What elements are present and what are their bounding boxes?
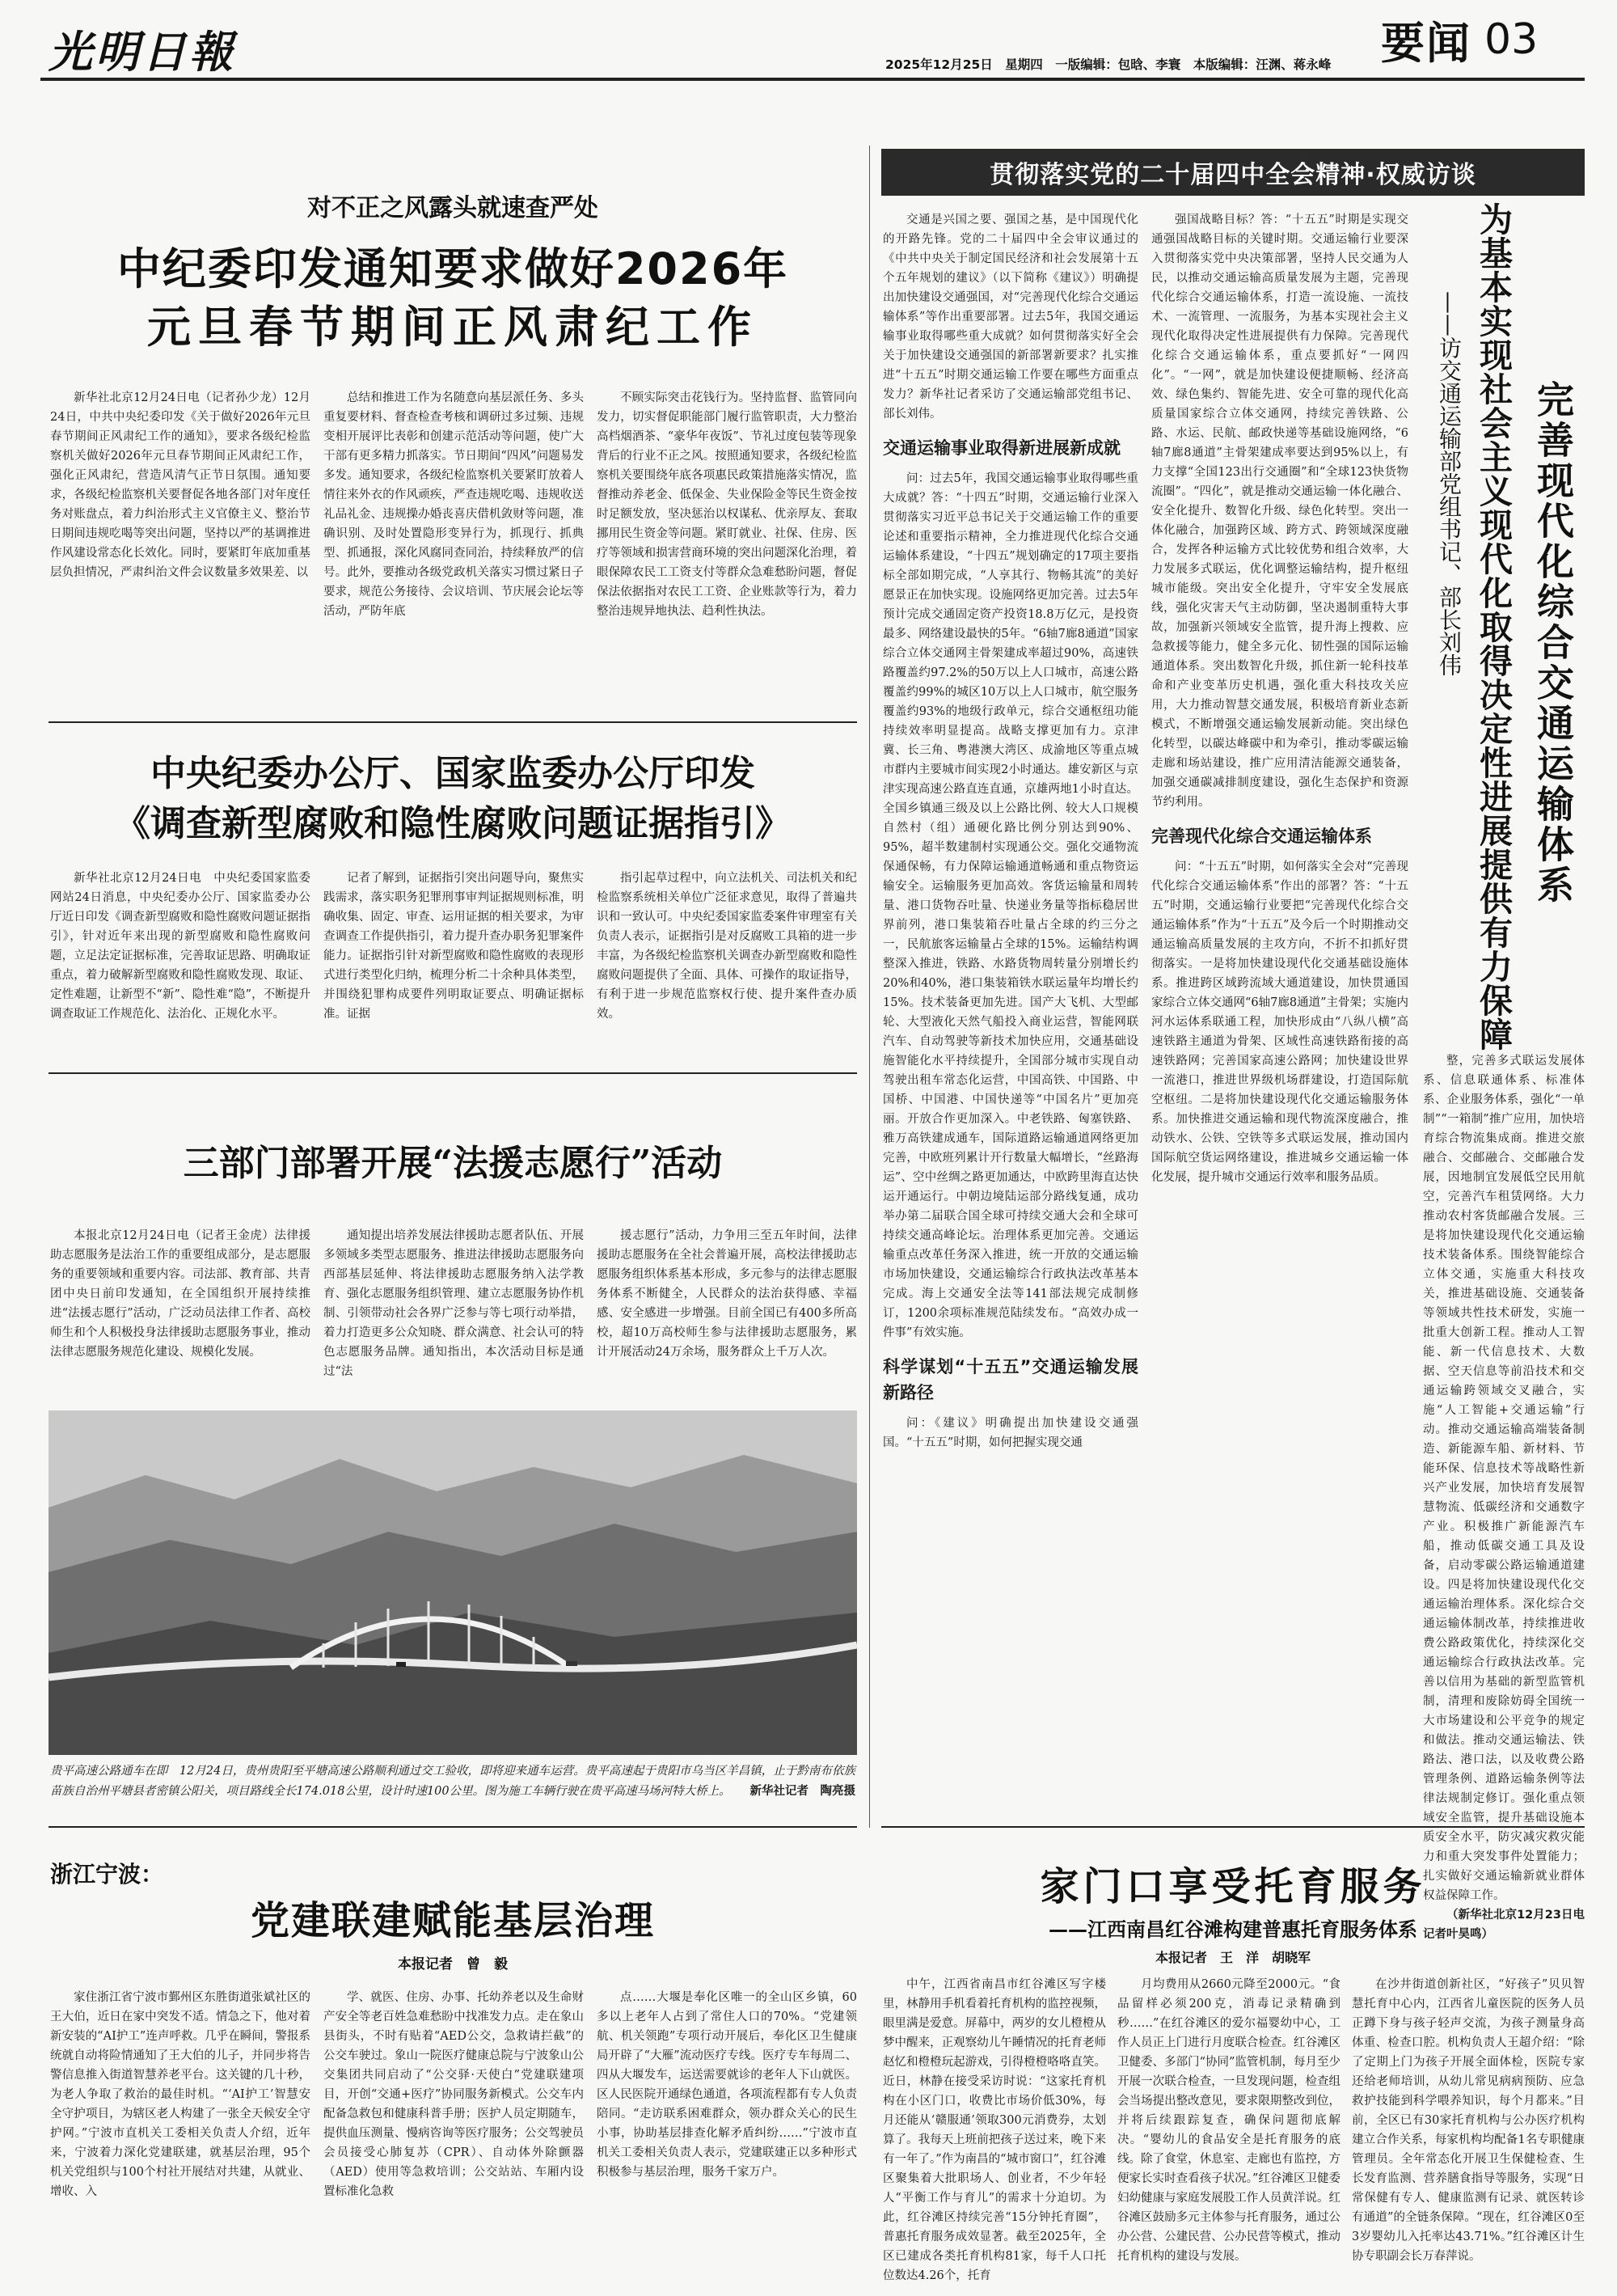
a1-kicker: 对不正之风露头就速查严处 — [307, 194, 598, 222]
b2-col2 — [1117, 1975, 1340, 2282]
b2-col2-text: 月均费用从2660元降至2000元。“食品留样必须200克，消毒记录精确到秒……”在红谷滩区的爱尔福婴幼中心，工作人员正上门进行月度联合检查。红谷滩区卫健委、多部门“协同”监管机制，每月至少开展一次联合检查，一旦发现问题，检查组会当场提出整改意见，要求限期整改到位，并将后续跟踪复查，确保问题彻底解决。“婴幼儿的食品安全是托育服务的底线。除了食堂，休息室、走廊也有监控，方便家长实时查看孩子状况。”红谷滩区卫健委妇幼健康与家庭发展股工作人员黄洋说。红谷滩区鼓励多元主体参与托育服务，通过公办公营、公建民营、公办民营等模式，推动托育机构的建设与发展。 — [1117, 1978, 1340, 2263]
b1-col1-end: 问：《建议》明确提出加快建设交通强国。“十五五”时期，如何把握实现交通 — [883, 1417, 1138, 1449]
a3-title: 三部门部署开展“法援志愿行”活动 — [183, 1143, 723, 1184]
b1-banner — [881, 149, 1585, 196]
a1-col3 — [597, 388, 857, 696]
a1-col1-text: 新华社北京12月24日电（记者孙少龙）12月24日，中共中央纪委印发《关于做好2026年元旦春节期间正风肃纪工作的通知》，要求各级纪检监察机关做好2026年元旦春节期间正风肃纪工作，强化正风肃纪，营造风清气正节日氛围。通知要求，各级纪检监察机关要督促各地各部门对年度任务对账盘点，着力纠治形式主义官僚主义、整治节日期间违规吃喝等突出问题，坚持以严的基调推进作风建设常态化长效化。同时，要紧盯年底加重基层负担情况，严肃纠治文件会议数量多效果差、以 — [50, 391, 310, 579]
a2-title-line2: 《调查新型腐败和隐性腐败问题证据指引》 — [115, 803, 791, 844]
a4-col3-text: 点……大堰是奉化区唯一的全山区乡镇，60多以上老年人占到了常住人口的70%。“党建领航、机关领跑”专项行动开展后，奉化区卫生健康局开辟了“大雁”流动医疗专线。医疗专车每周二、四从大堰发车，运送需要就诊的老年人下山就医。区人民医院开通绿色通道，各项流程都有专人负责陪同。“走访联系困难群众，领办群众关心的民生小事，协助基层排查化解矛盾纠纷……”宁波市直机关工委相关负责人表示，党建联建正以多种形式积极参与基层治理，服务千家万户。 — [597, 1991, 857, 2179]
section-tab — [1381, 6, 1607, 73]
masthead-rule — [40, 78, 1585, 81]
a1-title-line2: 元旦春节期间正风肃纪工作 — [147, 302, 758, 353]
a1-col2-text: 总结和推进工作为名随意向基层派任务、多头重复要材料、督查检查考核和调研过多过频、违规变相开展评比表彰和创建示范活动等问题，使广大干部有更多精力抓落实。节日期间“四风”问题易发多发。通知要求，各级纪检监察机关要紧盯放着人情往来外衣的作风顽疾，严查违规吃喝、违规收送礼品礼金、违规操办婚丧喜庆借机敛财等问题，准确识别、及时处置隐形变异行为，抓现行、抓典型、抓通报，深化风腐同查同治，持续释放严的信号。此外，要推动各级党政机关落实习惯过紧日子要求，规范公务接待、会议培训、节庆展会论坛等活动，严防年底 — [323, 391, 584, 618]
a4-col2-text: 学、就医、住房、办事、托幼养老以及生命财产安全等老百姓急难愁盼中找准发力点。走在象山县街头，不时有贴着“AED公交，急救请拦截”的公交车驶过。象山一院医疗健康总院与宁波象山公交集团共同启动了“公交驿·天使白”党建联建项目，开创“交通+医疗”协同服务新模式。公交车内配备急救包和健康科普手册；医护人员定期随车，提供血压测量、慢病咨询等医疗服务；公交驾驶员会员接受心肺复苏（CPR）、自动体外除颤器（AED）使用等急救培训；公交站站、车厢内设置标准化急救 — [323, 1991, 584, 2198]
b1-subhead-3: 完善现代化综合交通运输体系 — [1151, 827, 1372, 846]
b1-col3 — [1423, 1051, 1597, 1941]
b2-subtitle: ——江西南昌红谷滩构建普惠托育服务体系 — [1049, 1918, 1417, 1941]
a1-col1 — [50, 388, 310, 696]
b1-col3-credit: （新华社北京12月23日电 记者叶昊鸣） — [1423, 1909, 1597, 1941]
b2-col1 — [883, 1975, 1106, 2282]
b1-sub-vertical: ——访交通运输部党组书记、部长刘伟 — [1436, 291, 1463, 676]
a4-col3 — [597, 1988, 857, 2281]
a3-col3-text: 援志愿行”活动，力争用三至五年时间，法律援助志愿服务在全社会普遍开展，高校法律援助志愿服务组织体系基本形成，多元参与的法律志愿服务体系不断健全，人民群众的法治获得感、幸福感、安全感进一步增强。目前全国已有400多所高校，超10万高校师生参与法律援助志愿服务，累计开展活动24万余场，服务群众上千万人次。 — [597, 1229, 857, 1359]
b1-col1-qa: 问：过去5年，我国交通运输事业取得哪些重大成就？答：“十四五”时期，交通运输行业深入贯彻落实习近平总书记关于交通运输工作的重要论述和重要指示精神，全力推进现代化综合交通运输体系建设，“十四五”规划确定的17项主要指标全部如期完成，“人享其行、物畅其流”的美好愿景正在加快实现。设施网络更加完善。过去5年预计完成交通固定资产投资18.8万亿元，是投资最多、网络建设最快的5年。“6轴7廊8通道”国家综合立体交通网主骨架建成率超过90%，高速铁路覆盖约97.2%的50万以上人口城市，高速公路覆盖约99%的城区10万以上人口城市，航空服务覆盖约93%的地级行政单元，综合交通枢纽功能持续效率明显提高。战略支撑更加有力。京津冀、长三角、粤港澳大湾区、成渝地区等重点城市群内主要城市间实现2小时通达。雄安新区与京津实现高速公路直连直通，京雄两地1小时直达。全国乡镇通三级及以上公路比例、较大人口规模自然村（组）通硬化路比例分别达到90%、95%，超半数建制村实现通公交。强化交通物流保通保畅，有力保障运输通道畅通和重点物资运输安全。运输服务更加高效。客货运输量和周转量、港口货物吞吐量、快递业务量等指标稳居世界前列，港口集装箱吞吐量占全球的约三分之一，民航旅客运输量占全球的15%。运输结构调整深入推进，铁路、水路货物周转量分别增长约20%和40%，港口集装箱铁水联运量年均增长约15%。技术装备更加先进。国产大飞机、大型邮轮、大型液化天然气船投入商业运营，智能网联汽车、自动驾驶等新技术加快应用，交通基础设施智能化水平持续提升，全国部分城市实现自动驾驶出租车常态化运营，中国高铁、中国路、中国桥、中国港、中国快递等“中国名片”更加亮丽。开放合作更加深入。中老铁路、匈塞铁路、雅万高铁建成通车，国际道路运输通道网络更加完善，中欧班列累计开行数量大幅增长，“丝路海运”、空中丝绸之路更加通达，中欧跨里海直达快运开通运行。中朝边境陆运部分路线复通，成功举办第二届联合国全球可持续交通大会和全球可持续交通高峰论坛。治理体系更加完善。交通运输重点改革任务深入推进，统一开放的交通运输市场加快建设，交通运输综合行政执法改革基本完成。海上交通安全法等141部法规完成制修订，1200余项标准规范陆续发布。“高效办成一件事”有效实施。 — [883, 472, 1138, 1339]
b1-title-vertical-b: 为基本实现社会主义现代化取得决定性进展提供有力保障 — [1474, 202, 1513, 1051]
b1-col3-text: 整，完善多式联运发展体系、信息联通体系、标准体系、企业服务体系，强化“一单制”“一箱制”推广应用，加快培育综合物流集成商。推进交旅融合、交邮融合、交邮融合发展，因地制宜发展低空民用航空，完善汽车租赁网络。大力推动农村客货邮融合发展。三是将加快建设现代化交通运输技术装备体系。围绕智能综合立体交通，实施重大科技攻关，推进基础设施、交通装备等领域共性技术研发，实施一批重大创新工程。推动人工智能、新一代信息技术、大数据、空天信息等前沿技术和交通运输跨领域交叉融合，实施“人工智能+交通运输”行动。推动交通运输高端装备制造、新能源车船、新材料、节能环保、信息技术等战略性新兴产业发展，加快培育发展智慧物流、低碳经济和交通数字产业。积极推广新能源汽车船，推动低碳交通工具及设备，启动零碳公路运输通道建设。四是将加快建设现代化交通运输治理体系。深化综合交通运输体制改革，持续推进收费公路政策优化，持续深化交通运输综合行政执法改革。完善以信用为基础的新型监管机制，清理和废除妨碍全国统一大市场建设和公平竞争的规定和做法。推动交通运输法、铁路法、港口法，以及收费公路管理条例、道路运输条例等法律法规制定修订。强化重点领域安全监管，提升基础设施本质安全水平，防灾减灾救灾能力和重大突发事件处置能力；扎实做好交通运输新就业群体权益保障工作。 — [1423, 1055, 1585, 1902]
a1-divider — [49, 721, 857, 723]
a2-col3-text: 指引起草过程中，向立法机关、司法机关和纪检监察系统相关单位广泛征求意见，取得了普遍共识和一致认可。中央纪委国家监委案件审理室有关负责人表示，证据指引是对反腐败工具箱的进一步丰富，为各级纪检监察机关调查办新型腐败和隐性腐败问题提供了全面、具体、可操作的取证指导，有利于进一步规范监察权行使、提升案件查办质效。 — [597, 872, 857, 1021]
a3-col2-text: 通知提出培养发展法律援助志愿者队伍、开展多领域多类型志愿服务、推进法律援助志愿服务向西部基层延伸、将法律援助志愿服务纳入法学教育、强化志愿服务组织管理、建立志愿服务协作机制、引领带动社会各界广泛参与等七项行动举措，着力打造更多公众知晓、群众满意、社会认可的特色志愿服务品牌。通知指出，本次活动目标是通过“法 — [323, 1229, 584, 1378]
date-line: 2025年12月25日 星期四 一版编辑：包晗、李寰 本版编辑：汪渊、蒋永峰 — [885, 57, 1332, 72]
a2-title-line1: 中央纪委办公厅、国家监委办公厅印发 — [150, 753, 755, 794]
a4-col1-text: 家住浙江省宁波市鄞州区东胜街道张斌社区的王大伯，近日在家中突发不适。情急之下，他对着新安装的“AI护工”连声呼救。几乎在瞬间，警报系统就自动将险情通知了王大伯的儿子，并同步将告警信息推入街道智慧养老平台。这关键的几十秒，为老人争取了救治的最佳时机。“‘AI护工’智慧安全守护项目，为辖区老人构建了一张全天候安全守护网。”宁波市直机关工委相关负责人介绍，近年来，宁波着力深化党建联建，就基层治理，95个机关党组织与100个村社开展结对共建，从就业、增收、入 — [50, 1991, 310, 2198]
a2-col1-text: 新华社北京12月24日电 中央纪委国家监委网站24日消息，中央纪委办公厅、国家监委办公厅近日印发《调查新型腐败和隐性腐败问题证据指引》，针对近年来出现的新型腐败和隐性腐败问题，立足法定证据标准，完善取证思路、明确取证重点，着力破解新型腐败和隐性腐败发现、取证、定性难题，让新型不“新”、隐性难“隐”，不断提升调查取证工作规范化、法治化、正规化水平。 — [50, 872, 310, 1021]
b1-col2-text: 强国战略目标？答：“十五五”时期是实现交通强国战略目标的关键时期。交通运输行业要深入贯彻落实党中央决策部署，坚持人民交通为人民，以推动交通运输高质量发展为主题，完善现代化综合交通运输体系，打造一流设施、一流技术、一流管理、一流服务，为基本实现社会主义现代化取得决定性进展提供有力保障。完善现代化综合交通运输体系，重点要抓好“一网四化”。“一网”，就是加快建设便捷顺畅、经济高效、绿色集约、智能先进、安全可靠的现代化高质量国家综合立体交通网，持续完善铁路、公路、水运、民航、邮政快递等基础设施网络，“6轴7廊8通道”主骨架建成率要达到95%以上，有力支撑“全国123出行交通圈”和“全球123快货物流圈”。“四化”，就是推动交通运输一体化融合、安全化提升、数智化升级、绿色化转型。突出一体化融合，加强跨区域、跨方式、跨领域深度融合，发挥各种运输方式比较优势和组合效率，大力发展多式联运，优化调整运输结构，提升枢纽城市能级。突出安全化提升，守牢安全发展底线，强化灾害天气主动防御，坚决遏制重特大事故，加强新兴领域安全监管，提升海上搜救、应急救援等能力，健全多元化、韧性强的国际运输通道体系。突出数智化升级，抓住新一轮科技革命和产业变革历史机遇，强化重大科技攻关应用，大力推动智慧交通发展，积极培育新业态新模式，不断增强交通运输发展新动能。突出绿色化转型，以碳达峰碳中和为牵引，推动零碳运输走廊和场站建设，推广应用清洁能源交通装备，加强交通碳减排制度建设，强化生态保护和资源节约利用。 — [1151, 214, 1408, 809]
b2-col3-text: 在沙井街道创新社区，“好孩子”贝贝智慧托育中心内，江西省儿童医院的医务人员正蹲下身与孩子轻声交流，为孩子测量身高体重、检查口腔。机构负责人王超介绍：“除了定期上门为孩子开展全面体检，医院专家还给老师培训，从幼儿常见病病预防、应急救护技能到科学喂养知识，每个月都来。”目前，全区已有30家托育机构与公办医疗机构建立合作关系，每家机构均配备1名专职健康管理员。全年常态化开展卫生保健检查、生长发育监测、营养膳食指导等服务，实现“日常保健有专人、健康监测有记录、就医转诊有通道”的全链条保障。“现在，红谷滩区0至3岁婴幼儿入托率达43.71%。”红谷滩区计生协专职副会长万春萍说。 — [1352, 1978, 1585, 2263]
b1-col1 — [883, 210, 1138, 1820]
b1-divider — [881, 1826, 1585, 1828]
b2-byline: 本报记者 王 洋 胡晓军 — [1155, 1950, 1311, 1965]
b1-subhead-2: 科学谋划“十五五”交通运输发展新路径 — [883, 1357, 1138, 1402]
a3-col1 — [50, 1226, 310, 1396]
newspaper-logo: 光明日報 — [49, 26, 236, 78]
a3-col1-text: 本报北京12月24日电（记者王金虎）法律援助志愿服务是法治工作的重要组成部分，是志愿服务的重要领域和重要内容。司法部、教育部、共青团中央日前印发通知，在全国组织开展持续推进“法援志愿行”活动，广泛动员法律工作者、高校师生和个人积极投身法律援助志愿服务事业，推动法律志愿服务规范化建设、规模化发展。 — [50, 1229, 310, 1359]
a4-col2 — [323, 1988, 584, 2281]
b1-banner-text: 贯彻落实党的二十届四中全会精神·权威访谈 — [990, 161, 1476, 189]
a2-col2-text: 记者了解到，证据指引突出问题导向，聚焦实践需求，落实职务犯罪刑事审判证据规则标准，明确收集、固定、审查、运用证据的相关要求，为审查调查工作提供指引，着力提升查办职务犯罪案件能力。证据指引针对新型腐败和隐性腐败的表现形式进行类型化归纳，梳理分析二十余种具体类型，并围绕犯罪构成要件列明取证要点、明确证据标准。证据 — [323, 872, 584, 1021]
page-number: 03 — [1484, 15, 1539, 64]
a2-divider — [49, 1072, 857, 1074]
a4-kicker: 浙江宁波： — [50, 1861, 164, 1888]
bridge-illustration — [49, 1410, 857, 1755]
b1-subhead-1: 交通运输事业取得新进展新成就 — [883, 438, 1121, 458]
b1-title-vertical-a: 完善现代化综合交通运输体系 — [1531, 380, 1575, 906]
b1-col2 — [1151, 210, 1408, 1820]
a2-col1 — [50, 869, 310, 1053]
a4-col1 — [50, 1988, 310, 2281]
a1-col2 — [323, 388, 584, 696]
section-name: 要闻 — [1381, 16, 1471, 69]
a3-col2 — [323, 1226, 584, 1396]
a1-title-line1: 中纪委印发通知要求做好2026年 — [116, 243, 789, 294]
photo-caption — [50, 1761, 855, 1802]
a4-byline: 本报记者 曾 毅 — [398, 1956, 508, 1973]
b2-title: 家门口享受托育服务 — [1040, 1864, 1426, 1909]
a4-title: 党建联建赋能基层治理 — [250, 1898, 655, 1943]
photo-credit: 新华社记者 陶亮摄 — [749, 1785, 855, 1798]
a1-col3-text: 不顾实际突击花钱行为。坚持监督、监管同向发力，切实督促职能部门履行监管职责，大力整治高档烟酒茶、“豪华年夜饭”、节礼过度包装等现象背后的行业不正之风。按照通知要求，各级纪检监察机关要围绕年底各项惠民政策措施落实情况，监督推动养老金、低保金、失业保险金等民生资金按时足额发放，坚决惩治以权谋私、优亲厚友、套取挪用民生资金等问题。紧盯就业、社保、住房、医疗等领域和损害营商环境的突出问题深化治理，着眼保障农民工工资支付等群众急难愁盼问题，督促保法依据指对农民工工资、企业账款等行为，着力整治违规异地执法、趋利性执法。 — [597, 391, 857, 618]
b2-col1-text: 中午，江西省南昌市红谷滩区写字楼里，林静用手机看着托育机构的监控视频，眼里满是爱意。屏幕中，两岁的女儿橙橙从梦中醒来，正观察幼儿午睡情况的托育老师赵忆和橙橙玩起游戏，引得橙橙咯咯直笑。近日，林静在接受采访时说：“这家托育机构在小区门口，收费比市场价低30%，每月还能从‘赣服通’领取300元消费券，太划算了。我每天上班前把孩子送过来，晚下来有一年了。”作为南昌的“城市窗口”，红谷滩区聚集着大批职场人、创业者，不少年轻人“平衡工作与育儿”的需求十分迫切。为此，红谷滩区持续完善“15分钟托育圈”，普惠托育服务成效显著。截至2025年，全区已建成各类托育机构81家，每千人口托位数达4.26个，托育 — [883, 1978, 1106, 2282]
a2-col2 — [323, 869, 584, 1053]
photo-caption-text: 贵平高速公路通车在即 12月24日，贵州贵阳至平塘高速公路顺利通过交工验收，即将迎来通车运营。贵平高速起于贵阳市乌当区羊昌镇，止于黔南布依族苗族自治州平塘县者密镇公阳关，项目路线全长174.018公里，设计时速100公里。图为施工车辆行驶在贵平高速马场河特大桥上。 — [50, 1765, 855, 1798]
b1-col1-intro: 交通是兴国之要、强国之基，是中国现代化的开路先锋。党的二十届四中全会审议通过的《中共中央关于制定国民经济和社会发展第十五个五年规划的建议》（以下简称《建议》）明确提出加快建设交通强国，对“完善现代化综合交通运输体系”等作出重要部署。过去5年，我国交通运输事业取得哪些重大成就？如何贯彻落实好全会关于加快建设交通强国的新部署新要求？扎实推进“十五五”时期交通运输工作要在哪些方面重点发力？新华社记者采访了交通运输部党组书记、部长刘伟。 — [883, 214, 1138, 421]
center-column-rule — [869, 146, 870, 1828]
b1-col2-qa: 问：“十五五”时期，如何落实全会对“完善现代化综合交通运输体系”作出的部署？答：“十五五”时期，交通运输行业要把“完善现代化综合交通运输体系”作为“十五五”及今后一个时期推动交通运输高质量发展的主攻方向，不折不扣抓好贯彻落实。一是将加快建设现代化交通基础设施体系。推进跨区域跨流域大通道建设，加快贯通国家综合立体交通网“6轴7廊8通道”主骨架；实施内河水运体系联通工程，加快形成由“八纵八横”高速铁路主通道为骨架、区域性高速铁路衔接的高速铁路网；完善国家高速公路网；加快建设世界一流港口，推进世界级机场群建设，打造国际航空枢纽。二是将加快建设现代化交通运输服务体系。加快推进交通运输和现代物流深度融合，推动铁水、公铁、空铁等多式联运发展，推动国内国际航空货运网络建设，推进城乡交通运输一体化发展，提升城市交通运行效率和服务品质。 — [1151, 860, 1408, 1184]
highway-bridge-photo — [49, 1410, 857, 1755]
photo-divider — [49, 1826, 857, 1828]
b2-col3 — [1352, 1975, 1585, 2282]
a2-col3 — [597, 869, 857, 1053]
a3-col3 — [597, 1226, 857, 1396]
